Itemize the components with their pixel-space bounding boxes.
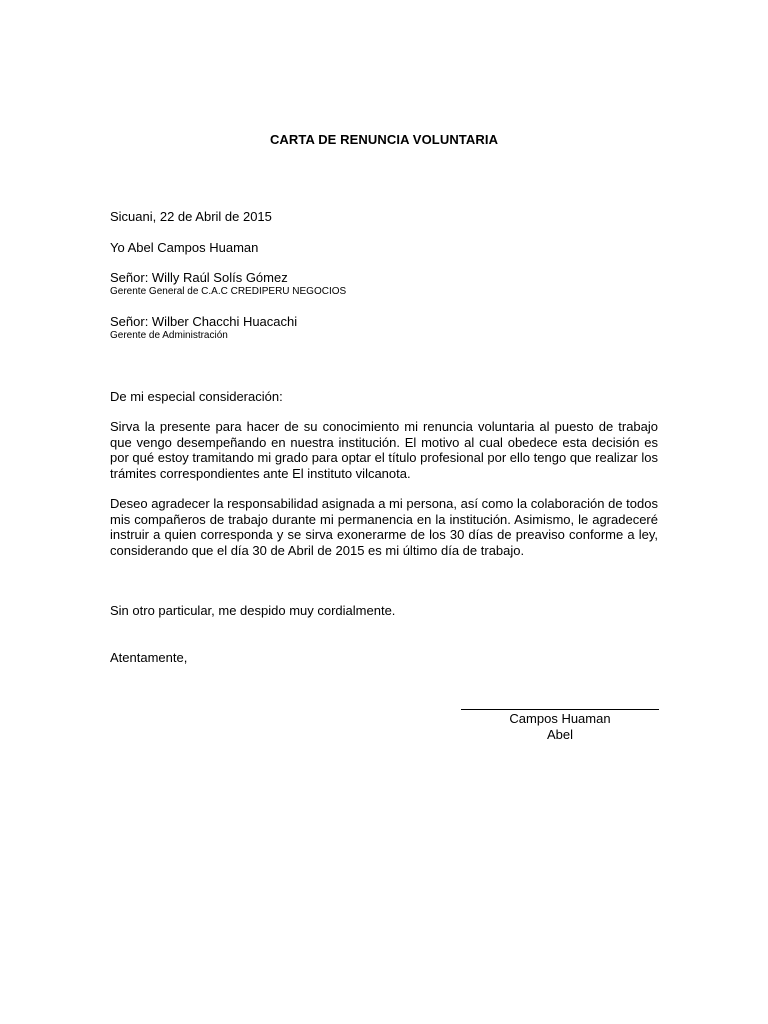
salutation: De mi especial consideración:: [110, 389, 283, 404]
sender-line: Yo Abel Campos Huaman: [110, 240, 259, 255]
closing-line: Sin otro particular, me despido muy cordialmente.: [110, 603, 396, 618]
recipient1-role: Gerente General de C.A.C CREDIPERU NEGOCIOS: [110, 286, 347, 297]
signature-given-name: Abel: [546, 727, 574, 742]
recipient2-name: Señor: Wilber Chacchi Huacachi: [110, 314, 298, 329]
place-date: Sicuani, 22 de Abril de 2015: [110, 209, 272, 224]
letter-title: CARTA DE RENUNCIA VOLUNTARIA: [269, 132, 499, 147]
signature-line: [461, 709, 659, 710]
paragraph-thanks: Deseo agradecer la responsabilidad asignada a mi persona, así como la colaboración de todos mis compañeros de trabajo durante mi permanencia en la institución. Asimismo, le agradeceré instruir a quien corresponda y se sirva exonerarme de los 30 días de preaviso conforme a ley, considerando que el día 30 de Abril de 2015 es mi último día de trabajo.: [110, 496, 658, 558]
paragraph-resignation: Sirva la presente para hacer de su conocimiento mi renuncia voluntaria al puesto de trabajo que vengo desempeñando en nuestra institución. El motivo al cual obedece esta decisión es por qué estoy tramitando mi grado para optar el título profesional por ello tengo que realizar los trámites correspondientes ante El instituto vilcanota.: [110, 419, 658, 481]
recipient2-role: Gerente de Administración: [110, 330, 228, 341]
farewell: Atentamente,: [110, 650, 188, 665]
recipient1-name: Señor: Willy Raúl Solís Gómez: [110, 270, 288, 285]
signature-surname: Campos Huaman: [509, 711, 611, 726]
